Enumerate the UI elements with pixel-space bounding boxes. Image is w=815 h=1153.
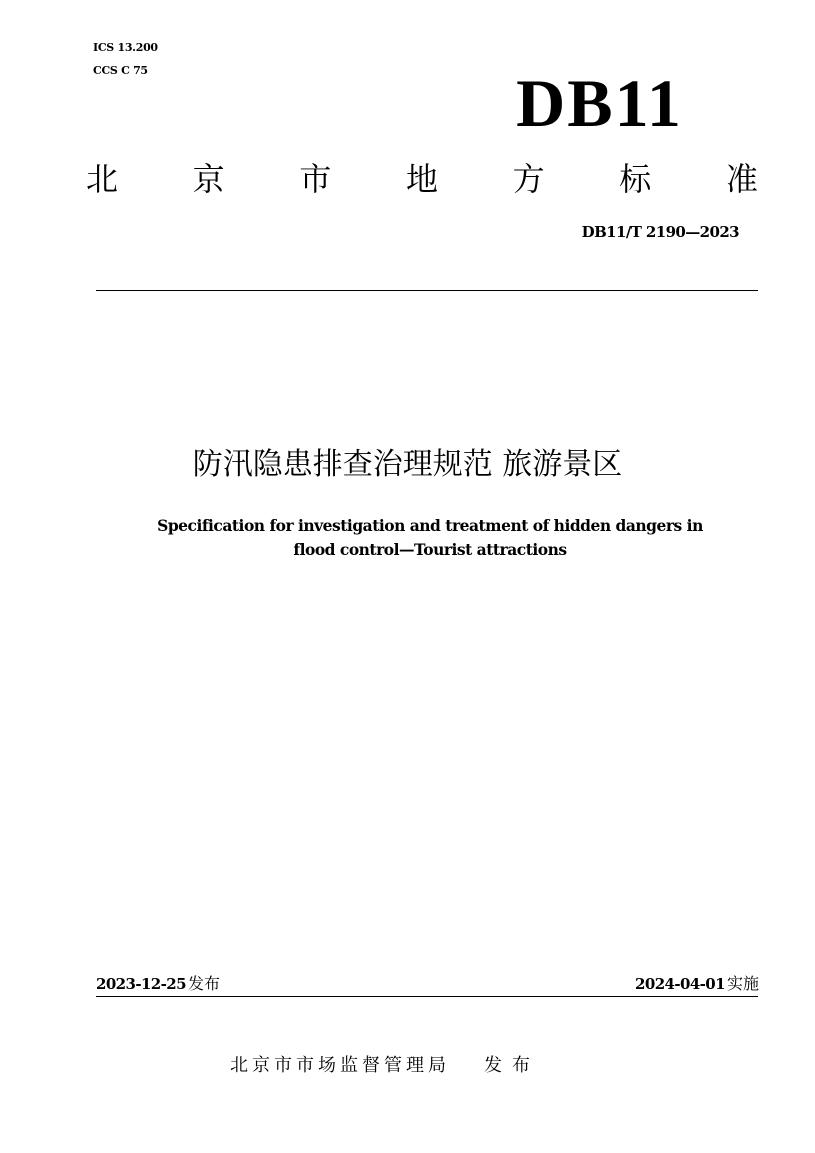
issuer-name: 北京市市场监督管理局 <box>230 1055 450 1076</box>
standard-type-char: 方 <box>512 160 545 198</box>
standard-type-char: 京 <box>192 160 225 198</box>
db-standard-code: DB11 <box>516 65 683 141</box>
standard-type-char: 地 <box>405 160 438 198</box>
implementation-date-line <box>635 972 759 996</box>
title-chinese: 防汛隐患排查治理规范 旅游景区 <box>192 447 623 482</box>
standard-type-char: 北 <box>86 160 119 198</box>
issuer-line <box>230 1052 540 1080</box>
standard-type-char: 市 <box>299 160 332 198</box>
title-english-line: Specification for investigation and treatment of hidden dangers in <box>157 516 703 535</box>
title-english-line: flood control—Tourist attractions <box>293 540 567 559</box>
issuer-action: 发布 <box>484 1055 540 1076</box>
ics-code: ICS 13.200 <box>93 41 158 54</box>
issue-label: 发布 <box>187 974 220 993</box>
implementation-date: 2024-04-01 <box>635 975 725 993</box>
issue-date: 2023-12-25 <box>96 975 186 993</box>
standard-number: DB11/T 2190—2023 <box>581 223 739 241</box>
standard-type-char: 准 <box>725 160 758 198</box>
bottom-divider <box>96 996 758 997</box>
standard-type-char: 标 <box>619 160 652 198</box>
title-english <box>90 514 770 562</box>
issue-date-line <box>96 972 220 996</box>
ccs-code: CCS C 75 <box>93 64 148 77</box>
implementation-label: 实施 <box>726 974 759 993</box>
top-divider <box>96 290 758 291</box>
standard-type-heading <box>86 156 758 202</box>
